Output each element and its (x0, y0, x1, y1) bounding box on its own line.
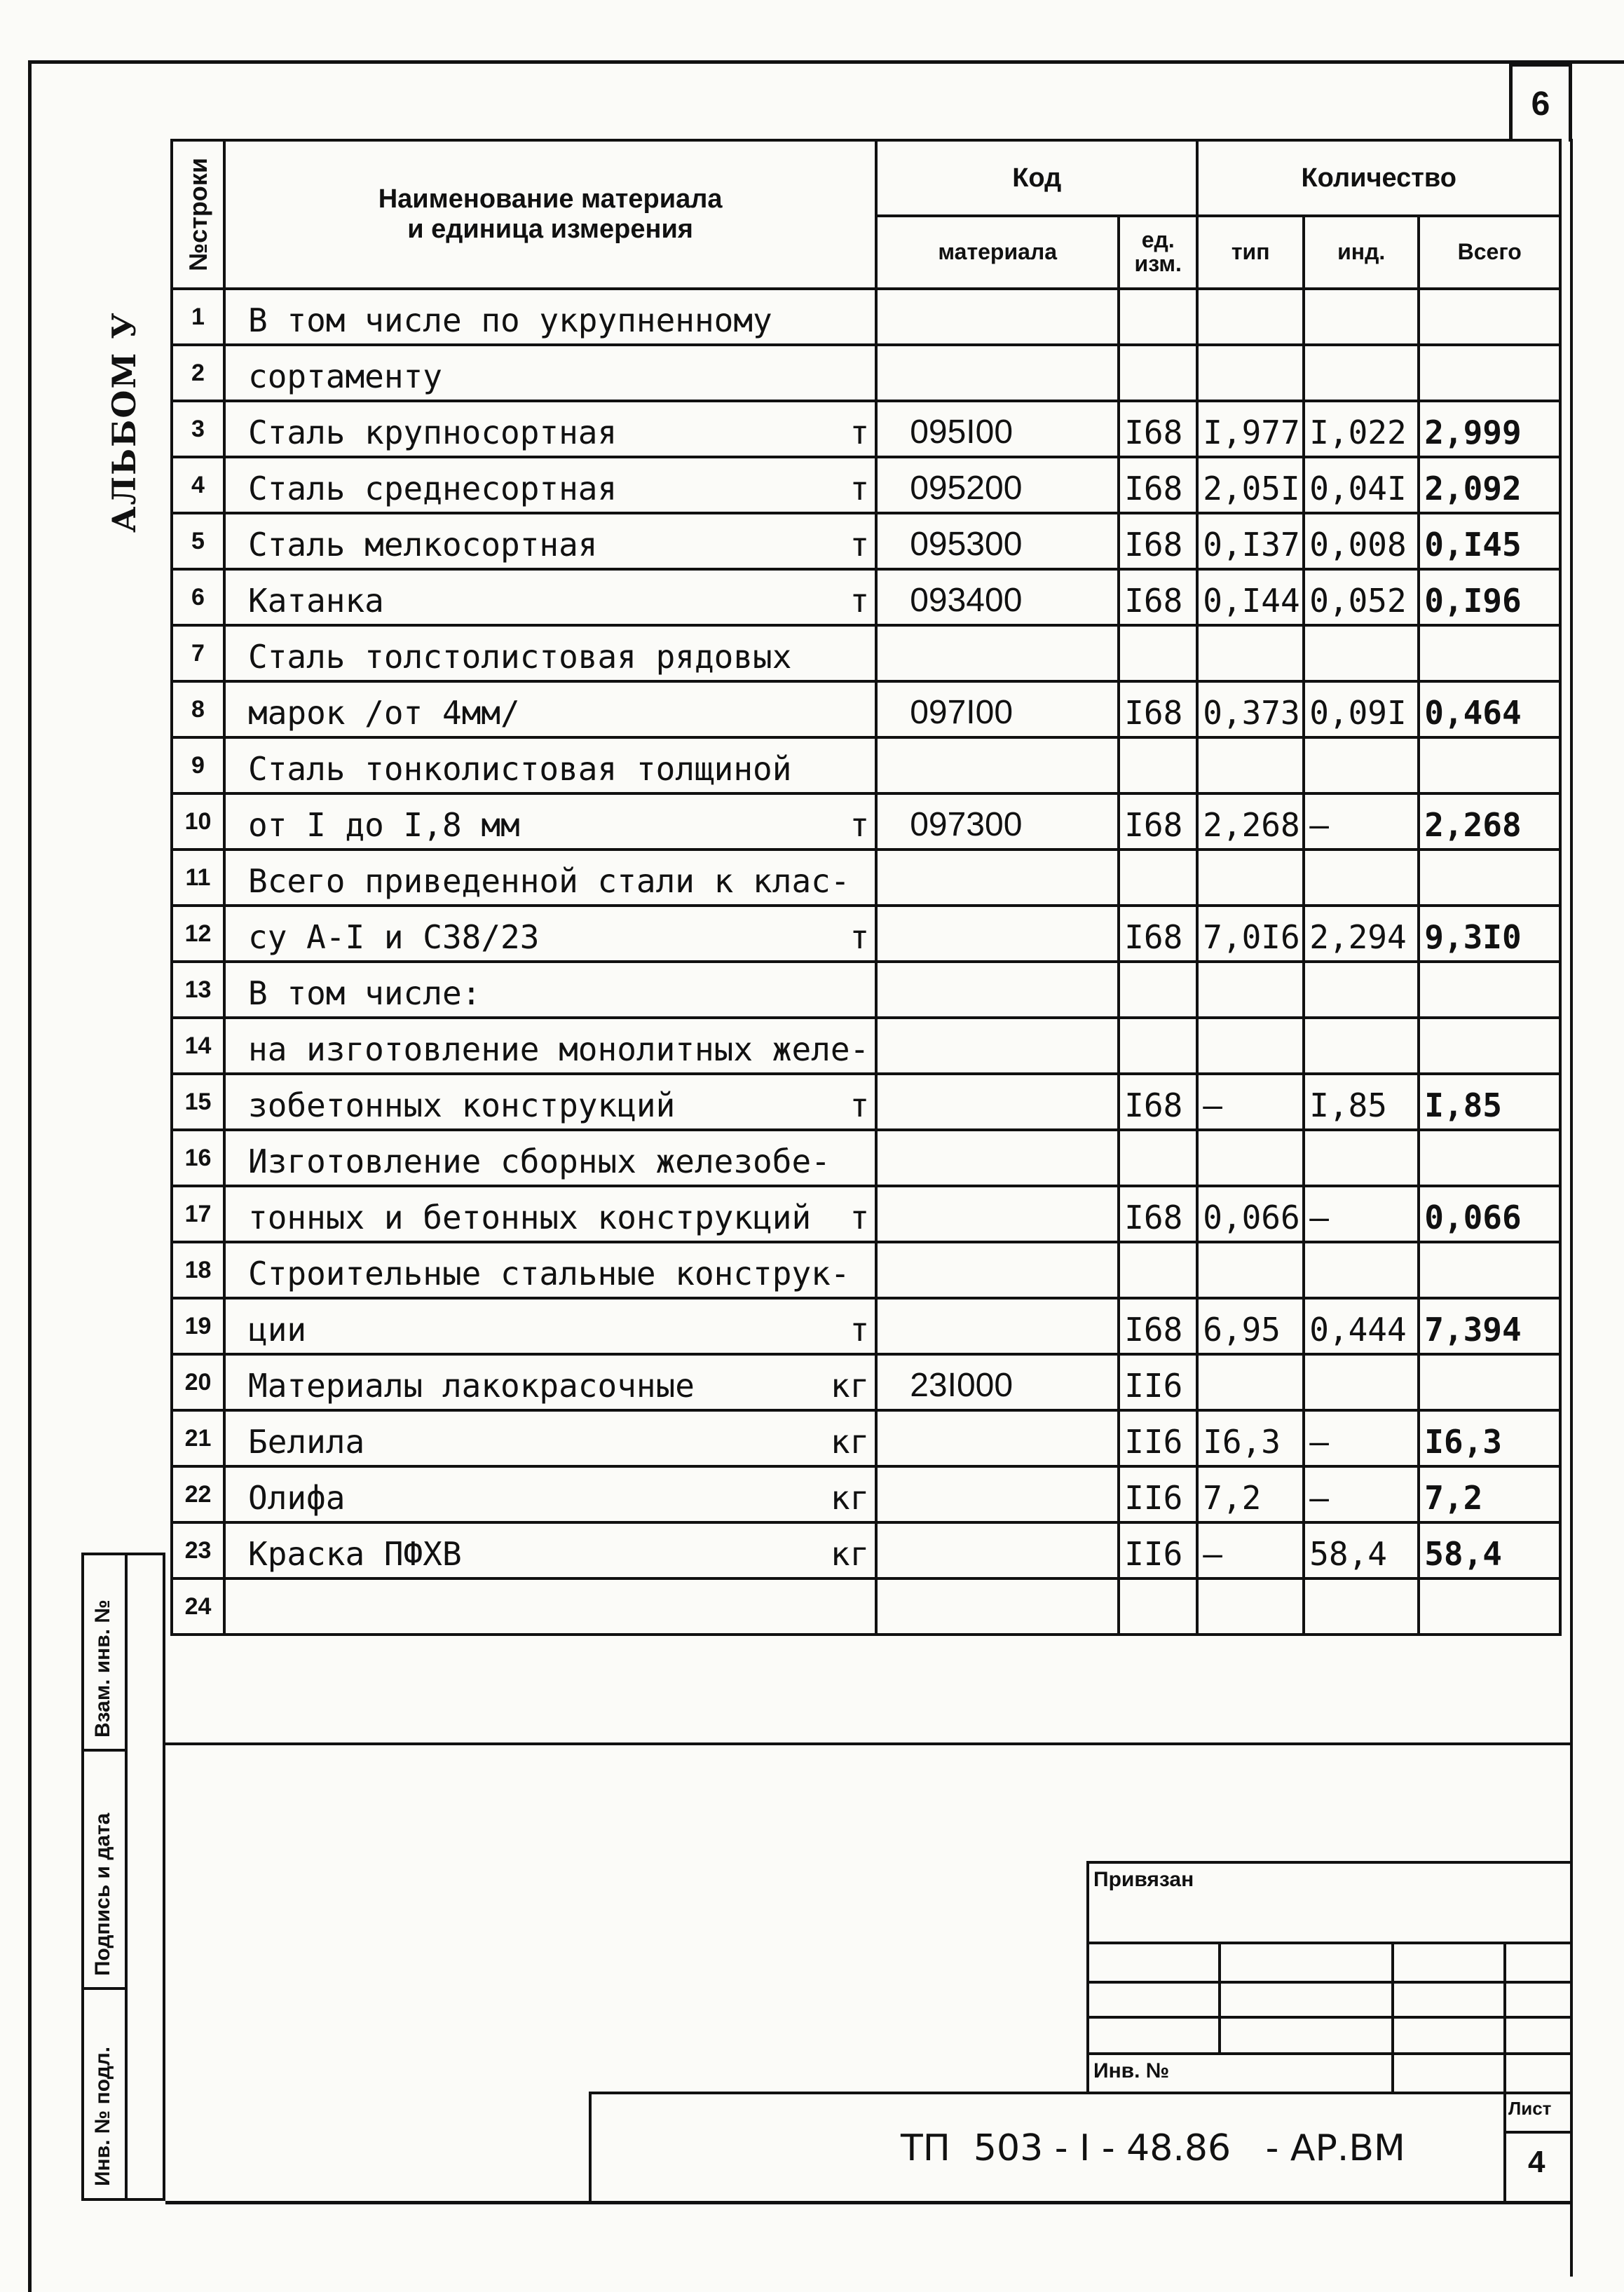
doc-field-left (589, 2092, 592, 2202)
material-code (876, 1018, 1119, 1074)
material-unit: т (849, 470, 870, 507)
material-code (876, 625, 1119, 681)
quantity-typ: 7,0I6 (1197, 906, 1304, 962)
quantity-total: 58,4 (1419, 1522, 1560, 1578)
material-unit: т (849, 526, 870, 564)
row-number: 20 (172, 1354, 224, 1410)
material-name-cell (224, 1354, 876, 1410)
title-block-h2 (1086, 1981, 1571, 1984)
material-name-cell (224, 625, 876, 681)
material-name-cell (224, 289, 876, 345)
material-name-cell (224, 1578, 876, 1635)
quantity-ind: 0,444 (1304, 1298, 1419, 1354)
material-name-cell (224, 793, 876, 850)
material-name: Сталь толстолистовая рядовых (248, 638, 792, 676)
approval-stamp (81, 1553, 165, 2201)
quantity-total: 0,066 (1419, 1186, 1560, 1242)
unit-code (1119, 1130, 1197, 1186)
quantity-typ: – (1197, 1522, 1304, 1578)
material-code (876, 1522, 1119, 1578)
material-name-cell (224, 962, 876, 1018)
quantity-typ: 2,268 (1197, 793, 1304, 850)
quantity-typ: – (1197, 1074, 1304, 1130)
row-number: 6 (172, 569, 224, 625)
material-code: 095300 (876, 513, 1119, 569)
unit-code (1119, 289, 1197, 345)
quantity-ind: I,022 (1304, 401, 1419, 457)
unit-code: I68 (1119, 513, 1197, 569)
material-name-cell (224, 1130, 876, 1186)
quantity-ind (1304, 850, 1419, 906)
row-number: 4 (172, 457, 224, 513)
materials-table (170, 139, 1562, 1636)
table-row (172, 345, 1560, 401)
quantity-typ: I,977 (1197, 401, 1304, 457)
material-code (876, 737, 1119, 793)
quantity-ind (1304, 345, 1419, 401)
table-row (172, 569, 1560, 625)
doc-field-top (589, 2092, 1571, 2094)
row-number: 17 (172, 1186, 224, 1242)
material-name: Сталь крупносортная (248, 414, 617, 451)
stamp-cell-exchange (84, 1555, 125, 1752)
material-name: Краска ПФХВ (248, 1535, 462, 1573)
material-name-cell (224, 1074, 876, 1130)
quantity-ind (1304, 1018, 1419, 1074)
material-name-cell (224, 906, 876, 962)
material-code (876, 1466, 1119, 1522)
unit-code: II6 (1119, 1466, 1197, 1522)
quantity-ind (1304, 737, 1419, 793)
table-row (172, 681, 1560, 737)
inventory-number-label: Инв. № (1093, 2059, 1170, 2082)
sheet-number: 4 (1528, 2145, 1545, 2179)
material-name-cell (224, 513, 876, 569)
material-code: 097300 (876, 793, 1119, 850)
material-code (876, 1298, 1119, 1354)
material-unit: кг (830, 1423, 870, 1461)
table-row (172, 1466, 1560, 1522)
material-name: Всего приведенной стали к клас- (248, 862, 850, 900)
quantity-typ (1197, 737, 1304, 793)
material-unit: т (849, 1311, 870, 1349)
table-row (172, 1242, 1560, 1298)
code-header: Код (876, 140, 1197, 216)
frame-left-line (28, 60, 32, 2292)
quantity-typ (1197, 289, 1304, 345)
row-number: 8 (172, 681, 224, 737)
quantity-ind: – (1304, 1466, 1419, 1522)
table-row (172, 1578, 1560, 1635)
table-bottom-line (165, 1742, 1571, 1745)
quantity-ind: 0,052 (1304, 569, 1419, 625)
table-row (172, 457, 1560, 513)
quantity-total: I6,3 (1419, 1410, 1560, 1466)
unit-code: II6 (1119, 1410, 1197, 1466)
material-name: В том числе: (248, 974, 482, 1012)
table-row (172, 625, 1560, 681)
material-code (876, 289, 1119, 345)
material-unit: кг (830, 1479, 870, 1517)
material-code (876, 1410, 1119, 1466)
table-row (172, 793, 1560, 850)
quantity-total (1419, 1242, 1560, 1298)
material-unit: т (849, 1199, 870, 1236)
material-name-cell (224, 681, 876, 737)
document-code: ТП 503 - I - 48.86 - АР.ВМ (901, 2127, 1405, 2169)
unit-code: I68 (1119, 793, 1197, 850)
material-name-cell (224, 569, 876, 625)
table-row (172, 289, 1560, 345)
material-name-cell (224, 737, 876, 793)
quantity-ind: I,85 (1304, 1074, 1419, 1130)
table-row (172, 962, 1560, 1018)
unit-code (1119, 345, 1197, 401)
quantity-total (1419, 1578, 1560, 1635)
quantity-total: 0,464 (1419, 681, 1560, 737)
quantity-total: 7,2 (1419, 1466, 1560, 1522)
quantity-typ: 7,2 (1197, 1466, 1304, 1522)
quantity-total (1419, 289, 1560, 345)
material-unit: т (849, 582, 870, 620)
table-row (172, 1522, 1560, 1578)
quantity-header: Количество (1197, 140, 1560, 216)
signature-date-label: Подпись и дата (91, 1813, 114, 1976)
unit-header: ед. изм. (1119, 216, 1197, 289)
material-name-cell (224, 850, 876, 906)
title-block-h4 (1086, 2052, 1571, 2055)
material-unit: т (849, 806, 870, 844)
quantity-total (1419, 1018, 1560, 1074)
bound-label: Привязан (1093, 1868, 1194, 1891)
album-label: АЛЬБОМ У (105, 311, 143, 533)
table-row (172, 1074, 1560, 1130)
row-number: 2 (172, 345, 224, 401)
unit-code (1119, 1578, 1197, 1635)
unit-code: I68 (1119, 1186, 1197, 1242)
material-code (876, 1242, 1119, 1298)
unit-code: II6 (1119, 1354, 1197, 1410)
exchange-inventory-label: Взам. инв. № (91, 1599, 114, 1738)
material-name: Белила (248, 1423, 365, 1461)
quantity-total (1419, 850, 1560, 906)
quantity-ind: – (1304, 793, 1419, 850)
original-inventory-label: Инв. № подл. (91, 2046, 114, 2186)
material-name: су А-I и С38/23 (248, 918, 540, 956)
table-row (172, 1354, 1560, 1410)
quantity-total (1419, 625, 1560, 681)
row-number-header: №строки (172, 140, 224, 289)
quantity-typ (1197, 850, 1304, 906)
material-unit: кг (830, 1367, 870, 1405)
material-name: ции (248, 1311, 307, 1349)
material-name-cell (224, 1242, 876, 1298)
material-code: 23I000 (876, 1354, 1119, 1410)
material-name: тонных и бетонных конструкций (248, 1199, 812, 1236)
title-block-h3 (1086, 2016, 1571, 2019)
row-number: 11 (172, 850, 224, 906)
material-name: Изготовление сборных железобе- (248, 1142, 831, 1180)
quantity-typ: 2,05I (1197, 457, 1304, 513)
quantity-total (1419, 1354, 1560, 1410)
material-name: сортаменту (248, 357, 442, 395)
table-row (172, 1298, 1560, 1354)
material-unit: т (849, 918, 870, 956)
material-code (876, 850, 1119, 906)
material-name: на изготовление монолитных желе- (248, 1030, 870, 1068)
quantity-ind: – (1304, 1410, 1419, 1466)
quantity-ind (1304, 1354, 1419, 1410)
unit-code: I68 (1119, 906, 1197, 962)
row-number: 9 (172, 737, 224, 793)
unit-code: I68 (1119, 401, 1197, 457)
quantity-typ (1197, 1242, 1304, 1298)
row-number: 18 (172, 1242, 224, 1298)
quantity-typ: 0,I44 (1197, 569, 1304, 625)
row-number: 21 (172, 1410, 224, 1466)
unit-code: I68 (1119, 1298, 1197, 1354)
title-block-v2 (1391, 1942, 1394, 2092)
row-number: 16 (172, 1130, 224, 1186)
table-row (172, 850, 1560, 906)
title-block-v3 (1503, 1942, 1506, 2092)
table-row (172, 906, 1560, 962)
row-number: 22 (172, 1466, 224, 1522)
table-row (172, 1018, 1560, 1074)
quantity-typ: I6,3 (1197, 1410, 1304, 1466)
quantity-ind (1304, 625, 1419, 681)
material-code-header: материала (876, 216, 1119, 289)
row-number: 23 (172, 1522, 224, 1578)
material-name: Строительные стальные конструк- (248, 1255, 850, 1292)
material-name: Сталь среднесортная (248, 470, 617, 507)
title-block-outer-top (1086, 1861, 1571, 1864)
material-code (876, 345, 1119, 401)
material-name: Сталь мелкосортная (248, 526, 598, 564)
row-number: 12 (172, 906, 224, 962)
stamp-divider (125, 1555, 128, 2198)
quantity-ind: 0,008 (1304, 513, 1419, 569)
quantity-total: 9,3I0 (1419, 906, 1560, 962)
quantity-total: 2,999 (1419, 401, 1560, 457)
material-code (876, 1186, 1119, 1242)
quantity-total: 0,I96 (1419, 569, 1560, 625)
quantity-ind (1304, 1242, 1419, 1298)
quantity-typ: 0,373 (1197, 681, 1304, 737)
quantity-typ (1197, 1018, 1304, 1074)
material-name: В том числе по укрупненному (248, 301, 772, 339)
quantity-typ (1197, 1578, 1304, 1635)
unit-code: I68 (1119, 457, 1197, 513)
stamp-cell-signature (84, 1752, 125, 1990)
quantity-typ (1197, 345, 1304, 401)
material-code: 093400 (876, 569, 1119, 625)
unit-code: I68 (1119, 681, 1197, 737)
quantity-total (1419, 737, 1560, 793)
row-number: 3 (172, 401, 224, 457)
quantity-ind: 58,4 (1304, 1522, 1419, 1578)
table-row (172, 401, 1560, 457)
unit-code (1119, 850, 1197, 906)
quantity-ind (1304, 1130, 1419, 1186)
quantity-ind: – (1304, 1186, 1419, 1242)
sheet-bottom-line (165, 2201, 1571, 2204)
unit-code: I68 (1119, 1074, 1197, 1130)
material-name: зобетонных конструкций (248, 1086, 676, 1124)
quantity-ind (1304, 289, 1419, 345)
material-name-cell (224, 1186, 876, 1242)
unit-code (1119, 1018, 1197, 1074)
material-name: Катанка (248, 582, 384, 620)
row-number: 5 (172, 513, 224, 569)
unit-code: II6 (1119, 1522, 1197, 1578)
quantity-total: I,85 (1419, 1074, 1560, 1130)
quantity-typ (1197, 625, 1304, 681)
material-name-cell (224, 1018, 876, 1074)
material-name-cell (224, 1298, 876, 1354)
quantity-typ (1197, 962, 1304, 1018)
quantity-typ (1197, 1130, 1304, 1186)
quantity-ind: 0,09I (1304, 681, 1419, 737)
material-code (876, 962, 1119, 1018)
quantity-total: 7,394 (1419, 1298, 1560, 1354)
quantity-typ: 0,066 (1197, 1186, 1304, 1242)
quantity-ind (1304, 962, 1419, 1018)
material-name-header: Наименование материала и единица измерения (224, 140, 876, 289)
material-name: марок /от 4мм/ (248, 694, 520, 732)
row-number: 15 (172, 1074, 224, 1130)
table-row (172, 1410, 1560, 1466)
material-code (876, 1074, 1119, 1130)
frame-top-line (28, 60, 1624, 64)
row-number: 24 (172, 1578, 224, 1635)
typ-header: тип (1197, 216, 1304, 289)
quantity-total (1419, 345, 1560, 401)
ind-header: инд. (1304, 216, 1419, 289)
material-name: Сталь тонколистовая толщиной (248, 750, 792, 788)
quantity-typ: 6,95 (1197, 1298, 1304, 1354)
quantity-typ (1197, 1354, 1304, 1410)
unit-code (1119, 737, 1197, 793)
sheet-field-left (1503, 2092, 1506, 2202)
row-number: 7 (172, 625, 224, 681)
material-name-cell (224, 457, 876, 513)
table-row (172, 1130, 1560, 1186)
table-row (172, 737, 1560, 793)
quantity-ind: 2,294 (1304, 906, 1419, 962)
quantity-ind: 0,04I (1304, 457, 1419, 513)
material-unit: т (849, 414, 870, 451)
material-code (876, 906, 1119, 962)
row-number: 13 (172, 962, 224, 1018)
table-row (172, 1186, 1560, 1242)
sheet-field-mid (1503, 2131, 1571, 2134)
material-name: от I до I,8 мм (248, 806, 520, 844)
quantity-total (1419, 962, 1560, 1018)
unit-code: I68 (1119, 569, 1197, 625)
title-block-v1 (1218, 1942, 1221, 2054)
row-number: 19 (172, 1298, 224, 1354)
material-code (876, 1578, 1119, 1635)
material-code: 097I00 (876, 681, 1119, 737)
quantity-total: 2,268 (1419, 793, 1560, 850)
material-unit: т (849, 1086, 870, 1124)
quantity-typ: 0,I37 (1197, 513, 1304, 569)
row-number: 1 (172, 289, 224, 345)
material-name-cell (224, 1522, 876, 1578)
quantity-total: 2,092 (1419, 457, 1560, 513)
page-number: 6 (1509, 63, 1572, 142)
sheet-label: Лист (1508, 2098, 1552, 2119)
table-row (172, 513, 1560, 569)
unit-code (1119, 1242, 1197, 1298)
stamp-cell-inventory (84, 1990, 125, 2198)
title-block-h1 (1086, 1942, 1571, 1944)
quantity-total (1419, 1130, 1560, 1186)
title-block-left (1086, 1861, 1089, 2092)
total-header: Всего (1419, 216, 1560, 289)
unit-code (1119, 962, 1197, 1018)
row-number: 14 (172, 1018, 224, 1074)
material-name: Олифа (248, 1479, 346, 1517)
material-unit: кг (830, 1535, 870, 1573)
material-name-cell (224, 1410, 876, 1466)
frame-right-line (1570, 139, 1573, 2277)
unit-code (1119, 625, 1197, 681)
material-code: 095I00 (876, 401, 1119, 457)
material-name: Материалы лакокрасочные (248, 1367, 695, 1405)
material-name-cell (224, 401, 876, 457)
quantity-ind (1304, 1578, 1419, 1635)
quantity-total: 0,I45 (1419, 513, 1560, 569)
row-number: 10 (172, 793, 224, 850)
material-code: 095200 (876, 457, 1119, 513)
material-code (876, 1130, 1119, 1186)
material-name-cell (224, 1466, 876, 1522)
material-name-cell (224, 345, 876, 401)
